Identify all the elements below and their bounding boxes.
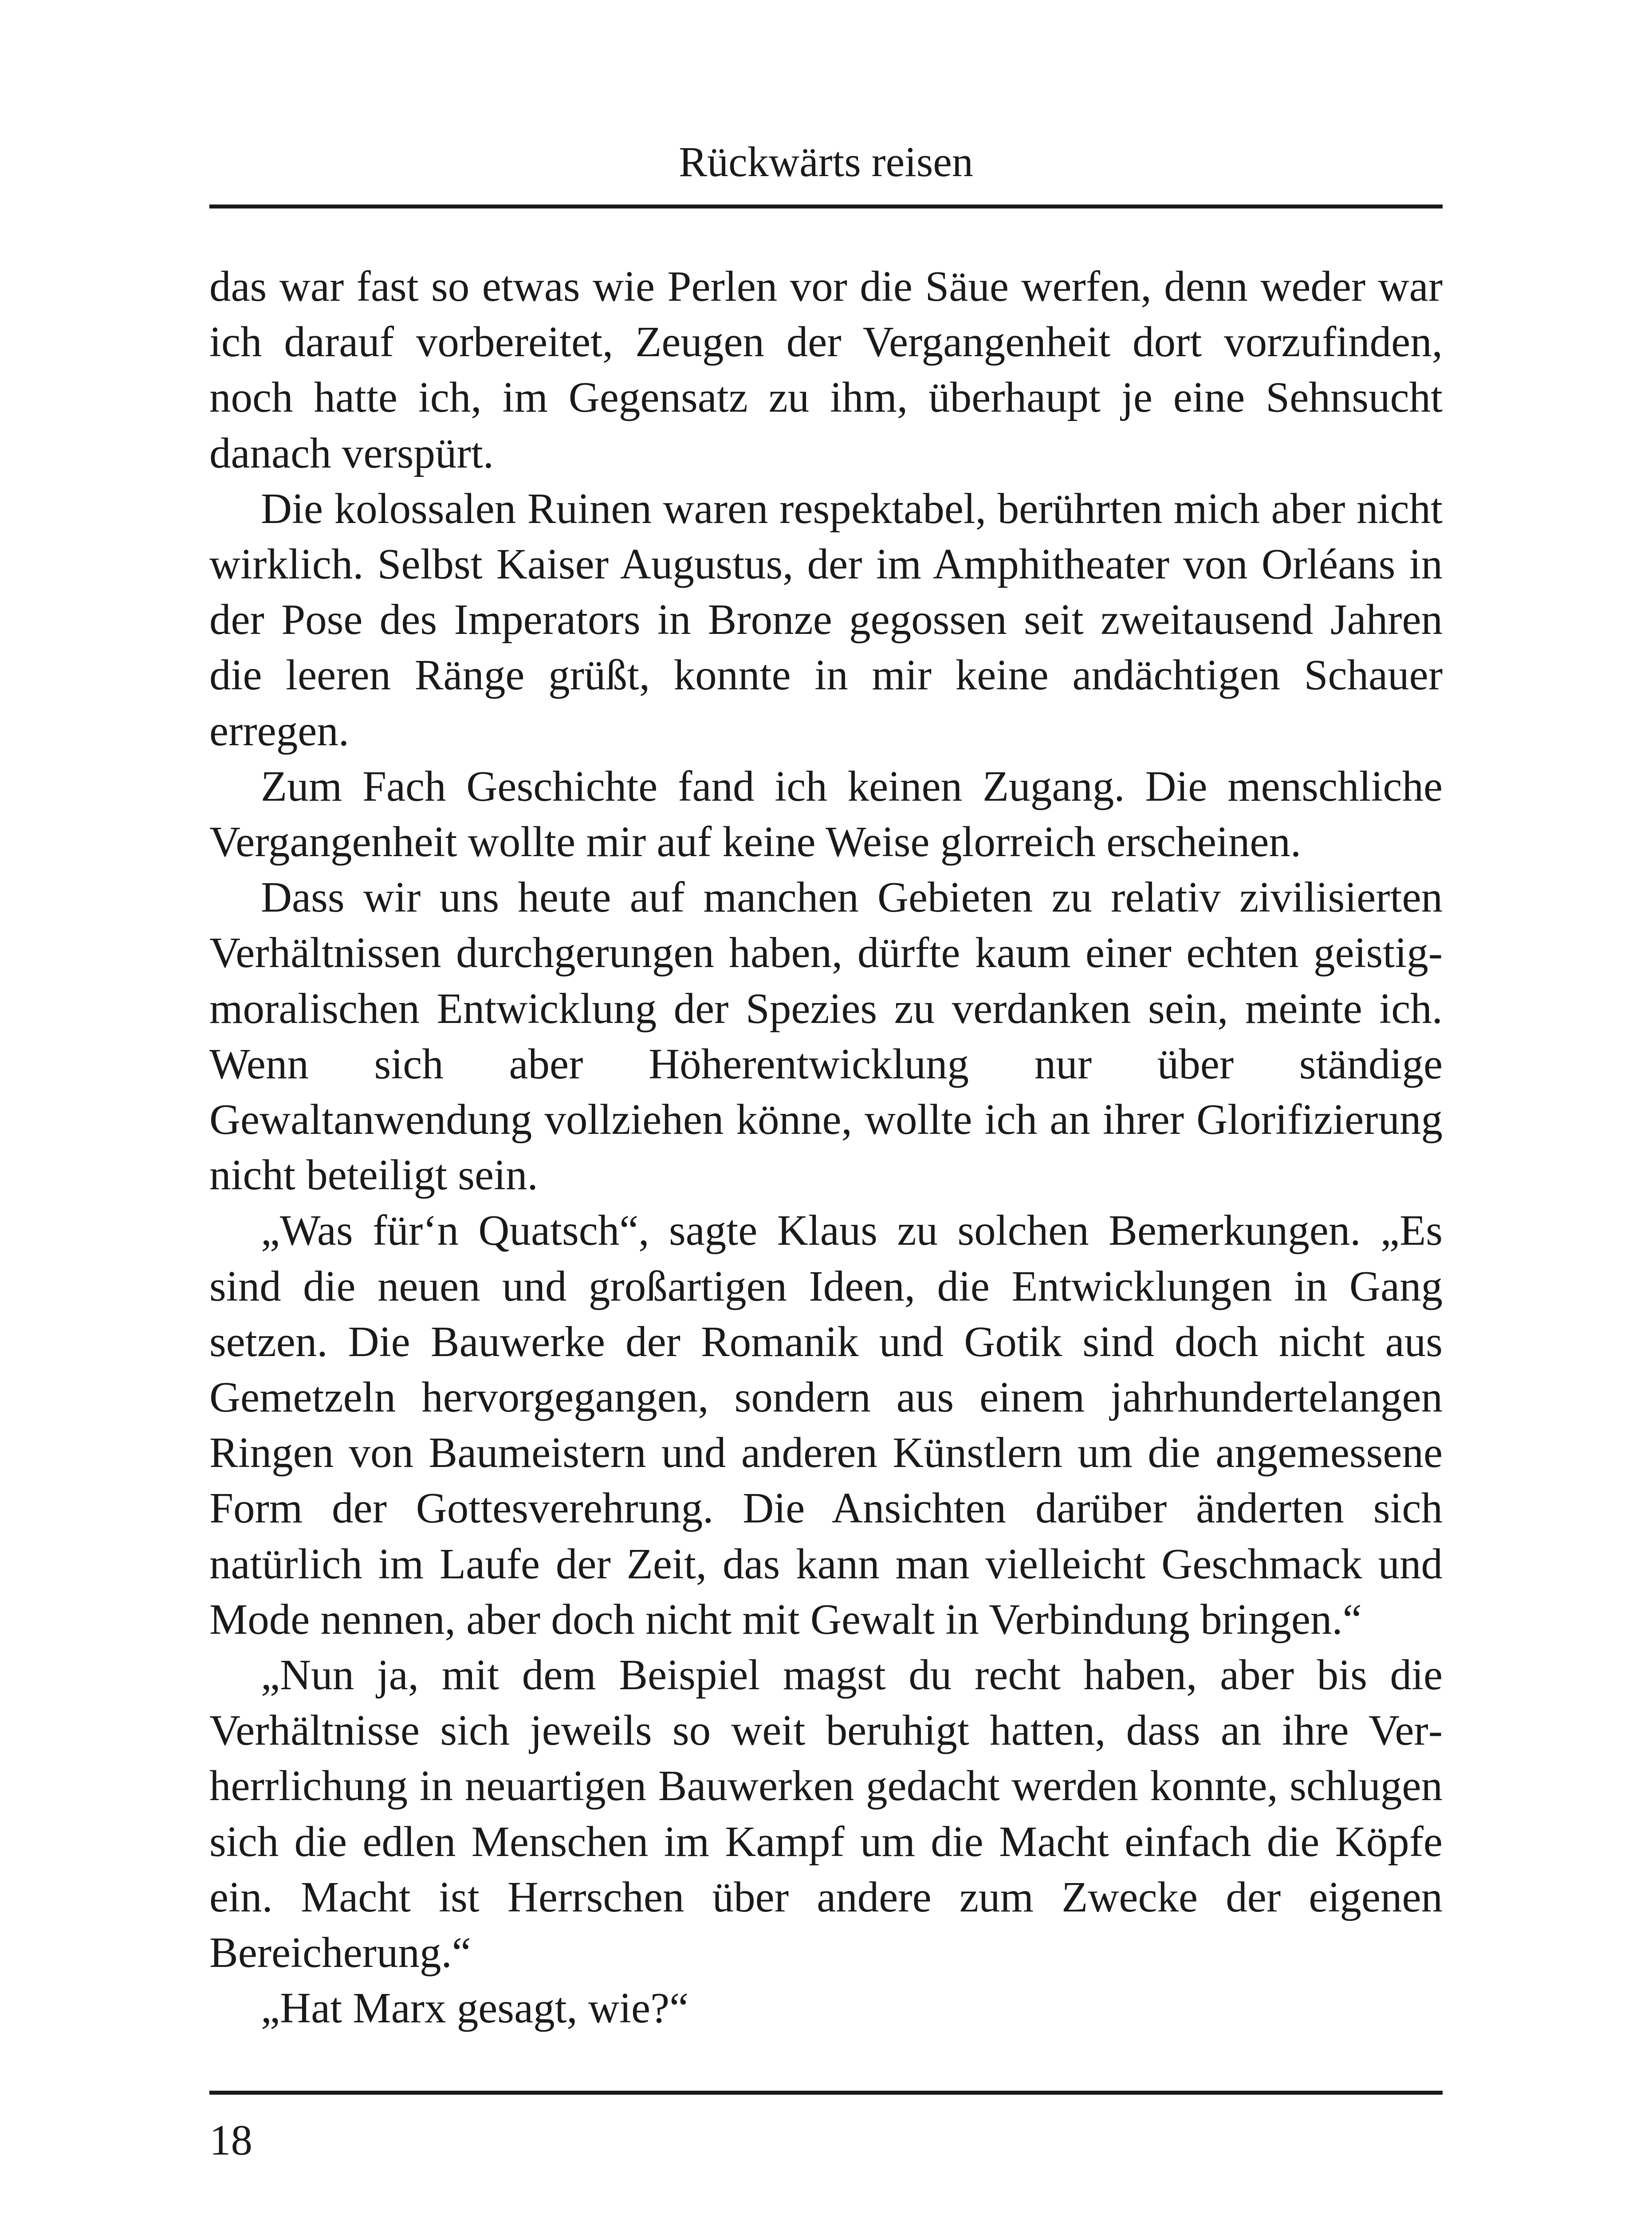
paragraph-6: „Nun ja, mit dem Beispiel magst du recht haben, aber bis die Verhältnisse sich jeweils so weit beruhigt hatten, dass an ihre Verherrlichung in neuartigen Bauwerken gedacht werden konnte, schlugen sich die edlen Menschen im Kampf um die Macht einfach die Köpfe ein. Macht ist Herrschen über andere zum Zwecke der eigenen Bereicherung.“ — [209, 1651, 1443, 1977]
paragraph-1: das war fast so etwas wie Perlen vor die Säue werfen, denn weder war ich darauf vorbereitet, Zeugen der Vergangenheit dort vorzufinden, noch hatte ich, im Gegensatz zu ihm, überhaupt je eine Sehnsucht danach verspürt. — [209, 263, 1443, 477]
page-number: 18 — [209, 2116, 252, 2164]
paragraph-2: Die kolossalen Ruinen waren respektabel, berührten mich aber nicht wirklich. Selbst Kaiser Augustus, der im Amphitheater von Orléans in der Pose des Imperators in Bronze gegossen seit zweitausend Jahren die leeren Ränge grüßt, konnte in mir keine andächtigen Schauer erregen. — [209, 484, 1443, 755]
body-text — [209, 259, 1443, 2036]
footer-rule — [209, 2091, 1443, 2095]
paragraph-5: „Was für‘n Quatsch“, sagte Klaus zu solchen Bemerkungen. „Es sind die neuen und großartigen Ideen, die Entwicklungen in Gang setzen. Die Bauwerke der Romanik und Gotik sind doch nicht aus Gemetzeln hervorgegangen, sondern aus einem jahrhundertelangen Ringen von Baumeistern und anderen Künstlern um die angemessene Form der Gottesverehrung. Die Ansichten darüber änderten sich natürlich im Laufe der Zeit, das kann man vielleicht Geschmack und Mode nennen, aber doch nicht mit Gewalt in Verbindung bringen.“ — [209, 1207, 1443, 1643]
paragraph-7: „Hat Marx gesagt, wie?“ — [261, 1984, 689, 2032]
paragraph-3: Zum Fach Geschichte fand ich keinen Zugang. Die menschliche Vergangenheit wollte mir auf keine Weise glorreich erscheinen. — [209, 762, 1443, 866]
book-page — [209, 0, 1443, 2218]
header-rule — [209, 204, 1443, 208]
running-title: Rückwärts reisen — [679, 138, 973, 185]
paragraph-4: Dass wir uns heute auf manchen Gebieten zu relativ zivilisierten Verhältnissen durchgerungen haben, dürfte kaum einer echten geistig-moralischen Entwicklung der Spezies zu verdanken sein, meinte ich. Wenn sich aber Höherentwicklung nur über ständige Gewaltanwendung vollziehen könne, wollte ich an ihrer Glorifizierung nicht beteiligt sein. — [209, 873, 1443, 1199]
